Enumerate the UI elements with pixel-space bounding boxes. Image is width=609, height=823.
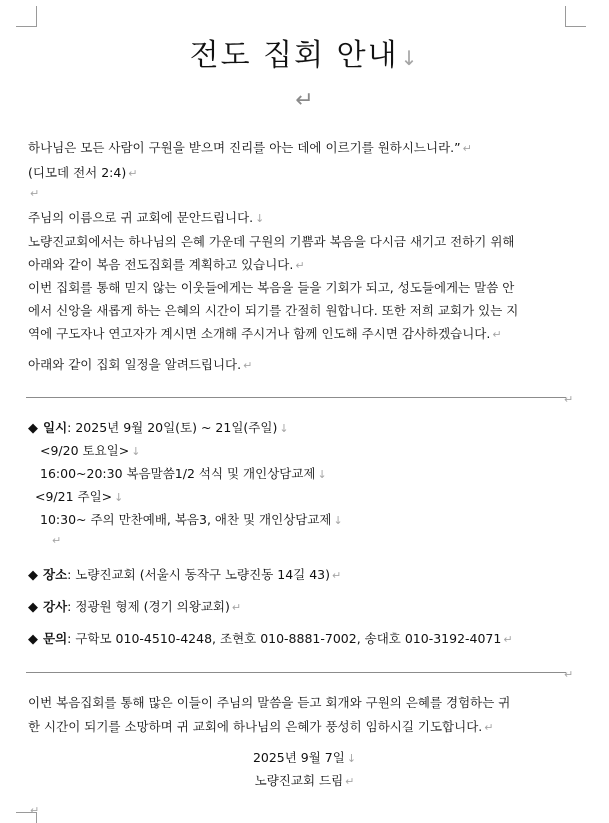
- place-value: : 노량진교회 (서울시 동작구 노량진동 14길 43): [67, 567, 330, 582]
- schedule-contact-line[interactable]: [28, 629, 588, 647]
- document-title[interactable]: [0, 30, 609, 74]
- date-value: : 2025년 9월 20일(토) ~ 21일(주일): [67, 420, 278, 435]
- paragraph-mark: ↵: [503, 633, 513, 646]
- paragraph-mark: ↵: [128, 167, 138, 180]
- paragraph-mark: ↵: [462, 142, 472, 155]
- day1-heading-line[interactable]: [40, 441, 600, 459]
- date-label: 일시: [43, 420, 68, 435]
- day2-heading: <9/21 주일>: [35, 489, 113, 504]
- crop-mark-top-left: [16, 6, 37, 27]
- schedule-place-line[interactable]: [28, 565, 588, 583]
- diamond-bullet-icon: ◆: [28, 632, 38, 647]
- paragraph-mark: ↵: [30, 187, 40, 200]
- signature-name-line[interactable]: [0, 771, 609, 789]
- body-line[interactable]: [28, 324, 588, 342]
- contact-label: 문의: [43, 631, 68, 646]
- speaker-label: 강사: [43, 599, 68, 614]
- empty-line[interactable]: [28, 802, 588, 817]
- verse-line[interactable]: [28, 138, 588, 156]
- body-text: 역에 구도자나 연고자가 계시면 소개해 주시거나 함께 인도해 주시면 감사하겠습니다.: [28, 326, 491, 341]
- body-text: 에서 신앙을 새롭게 하는 은혜의 시간이 되기를 간절히 원합니다. 또한 저희 교회가 있는 지: [28, 303, 519, 318]
- paragraph-mark-large: ↵: [295, 88, 314, 113]
- title-text: 전도 집회 안내: [189, 38, 399, 73]
- verse-reference: (디모데 전서 2:4): [28, 165, 127, 180]
- day1-detail: 16:00~20:30 복음말씀1/2 석식 및 개인상담교제: [40, 466, 316, 481]
- body-text: 이번 집회를 통해 믿지 않는 이웃들에게는 복음을 들을 기회가 되고, 성도들에게는 말씀 안: [28, 280, 515, 295]
- line-break-mark: ↓: [255, 212, 265, 225]
- line-break-mark: ↓: [317, 468, 327, 481]
- signature-date-line[interactable]: [0, 748, 609, 766]
- day1-heading: <9/20 토요일>: [40, 443, 130, 458]
- line-break-mark: ↓: [333, 514, 343, 527]
- line-break-mark: ↓: [114, 491, 124, 504]
- signature-name: 노량진교회 드림: [254, 773, 344, 788]
- speaker-value: : 정광원 형제 (경기 의왕교회): [67, 599, 230, 614]
- paragraph-mark: ↵: [345, 775, 355, 788]
- greeting-line[interactable]: [28, 208, 588, 226]
- verse-reference-line[interactable]: [28, 163, 588, 181]
- paragraph-mark: ↵: [564, 393, 574, 406]
- paragraph-mark: ↵: [231, 601, 242, 614]
- signature-date: 2025년 9월 7일: [252, 750, 345, 765]
- line-break-mark: ↓: [400, 46, 420, 70]
- line-break-mark: ↓: [346, 752, 357, 765]
- diamond-bullet-icon: ◆: [28, 600, 38, 615]
- closing-text: 한 시간이 되기를 소망하며 귀 교회에 하나님의 은혜가 풍성히 임하시길 기도합니다.: [28, 719, 483, 734]
- line-break-mark: ↓: [131, 445, 141, 458]
- paragraph-mark: ↵: [30, 804, 40, 817]
- intro-text: 아래와 같이 집회 일정을 알려드립니다.: [28, 357, 242, 372]
- intro-line[interactable]: [28, 355, 588, 373]
- schedule-date-line[interactable]: [28, 418, 588, 436]
- contact-value: : 구학모 010-4510-4248, 조현호 010-8881-7002, 송대호 010-3192-4071: [67, 631, 502, 646]
- day2-detail: 10:30~ 주의 만찬예배, 복음3, 애찬 및 개인상담교제: [40, 512, 332, 527]
- body-line[interactable]: [28, 255, 588, 273]
- paragraph-mark: ↵: [484, 721, 494, 734]
- paragraph-mark: ↵: [492, 328, 502, 341]
- paragraph-mark: ↵: [331, 569, 342, 582]
- day1-detail-line[interactable]: [40, 464, 600, 482]
- diamond-bullet-icon: ◆: [28, 568, 38, 583]
- day2-heading-line[interactable]: [35, 487, 595, 505]
- closing-text: 이번 복음집회를 통해 많은 이들이 주님의 말씀을 듣고 회개와 구원의 은혜를 경험하는 귀: [28, 695, 511, 710]
- line-break-mark: ↓: [279, 422, 289, 435]
- paragraph-mark: ↵: [295, 259, 305, 272]
- body-text: 아래와 같이 복음 전도집회를 계획하고 있습니다.: [28, 257, 294, 272]
- day2-detail-line[interactable]: [40, 510, 600, 528]
- paragraph-mark: ↵: [564, 668, 574, 681]
- closing-line[interactable]: [28, 717, 588, 735]
- diamond-bullet-icon: ◆: [28, 421, 38, 436]
- crop-mark-top-right: [565, 6, 586, 27]
- empty-line[interactable]: [50, 532, 609, 547]
- horizontal-rule: [26, 672, 566, 673]
- paragraph-mark: ↵: [52, 534, 62, 547]
- greeting-text: 주님의 이름으로 귀 교회에 문안드립니다.: [28, 210, 254, 225]
- body-line[interactable]: [28, 278, 588, 296]
- body-line[interactable]: [28, 301, 588, 319]
- empty-line[interactable]: [28, 185, 588, 200]
- verse-text: 하나님은 모든 사람이 구원을 받으며 진리를 아는 데에 이르기를 원하시느니라.”: [28, 140, 461, 155]
- horizontal-rule: [26, 397, 566, 398]
- place-label: 장소: [43, 567, 68, 582]
- closing-line[interactable]: [28, 693, 588, 711]
- schedule-speaker-line[interactable]: [28, 597, 588, 615]
- body-text: 노량진교회에서는 하나님의 은혜 가운데 구원의 기쁨과 복음을 다시금 새기고 전하기 위해: [28, 234, 515, 249]
- paragraph-mark: ↵: [243, 359, 253, 372]
- body-line[interactable]: [28, 232, 588, 250]
